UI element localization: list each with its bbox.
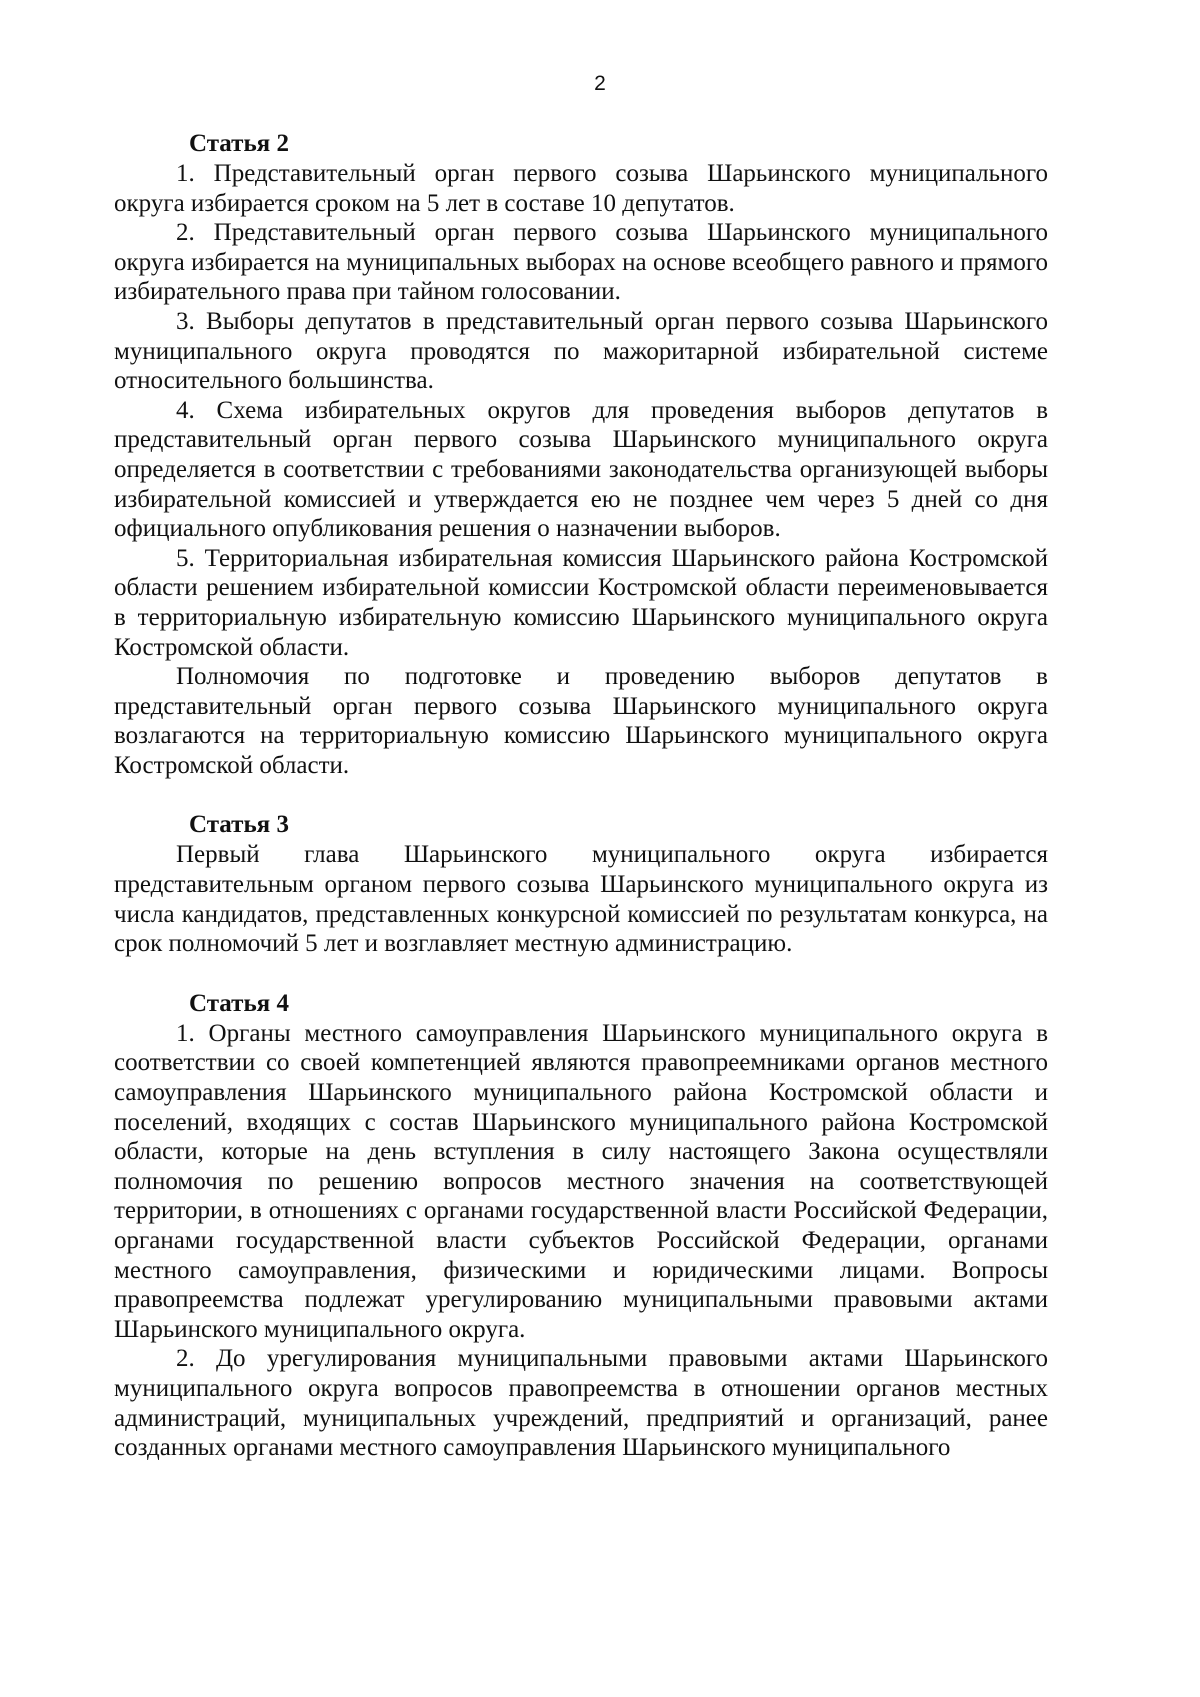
- page-number: 2: [594, 72, 606, 95]
- article-4: [114, 989, 1048, 1463]
- article-2-paragraph-2: 2. Представительный орган первого созыва Шарьинского муниципального округа избирается на муниципальных выборах на основе всеобщего равного и прямого избирательного права при тайном голосовании.: [114, 219, 1048, 306]
- article-4-title: Статья 4: [189, 989, 289, 1017]
- document-body: [114, 129, 1048, 1463]
- article-2: [114, 129, 1048, 780]
- article-3-title: Статья 3: [189, 811, 289, 839]
- article-2-paragraph-5: 5. Территориальная избирательная комиссия Шарьинского района Костромской области решением избирательной комиссии Костромской области переименовывается в территориальную избирательную комиссию Шарьинского муниципального округа Костромской области.: [114, 544, 1048, 661]
- article-4-paragraph-1: 1. Органы местного самоуправления Шарьинского муниципального округа в соответствии со своей компетенцией являются правопреемниками органов местного самоуправления Шарьинского муниципального района Костромской области и поселений, входящих с состав Шарьинского муниципального района Костромской области, которые на день вступления в силу настоящего Закона осуществляли полномочия по решению вопросов местного значения на соответствующей территории, в отношениях с органами государственной власти Российской Федерации, органами государственной власти субъектов Российской Федерации, органами местного самоуправления, физическими и юридическими лицами. Вопросы правопреемства подлежат урегулированию муниципальными правовыми актами Шарьинского муниципального округа.: [114, 1019, 1048, 1343]
- article-4-paragraph-2: 2. До урегулирования муниципальными правовыми актами Шарьинского муниципального округа вопросов правопреемства в отношении органов местных администраций, муниципальных учреждений, предприятий и организаций, ранее созданных органами местного самоуправления Шарьинского муниципального: [114, 1345, 1048, 1462]
- article-3-paragraph-1: Первый глава Шарьинского муниципального округа избирается представительным органом первого созыва Шарьинского муниципального округа из числа кандидатов, представленных конкурсной комиссией по результатам конкурса, на срок полномочий 5 лет и возглавляет местную администрацию.: [114, 841, 1048, 958]
- article-2-paragraph-1: 1. Представительный орган первого созыва Шарьинского муниципального округа избирается сроком на 5 лет в составе 10 депутатов.: [114, 160, 1048, 217]
- article-2-paragraph-6: Полномочия по подготовке и проведению выборов депутатов в представительный орган первого созыва Шарьинского муниципального округа возлагаются на территориальную комиссию Шарьинского муниципального округа Костромской области.: [114, 663, 1048, 779]
- article-3: [114, 810, 1048, 958]
- article-2-title: Статья 2: [189, 130, 289, 157]
- article-2-paragraph-3: 3. Выборы депутатов в представительный орган первого созыва Шарьинского муниципального округа проводятся по мажоритарной избирательной системе относительного большинства.: [114, 307, 1048, 395]
- article-2-paragraph-4: 4. Схема избирательных округов для проведения выборов депутатов в представительный орган первого созыва Шарьинского муниципального округа определяется в соответствии с требованиями законодательства организующей выборы избирательной комиссией и утверждается ею не позднее чем через 5 дней со дня официального опубликования решения о назначении выборов.: [114, 396, 1048, 543]
